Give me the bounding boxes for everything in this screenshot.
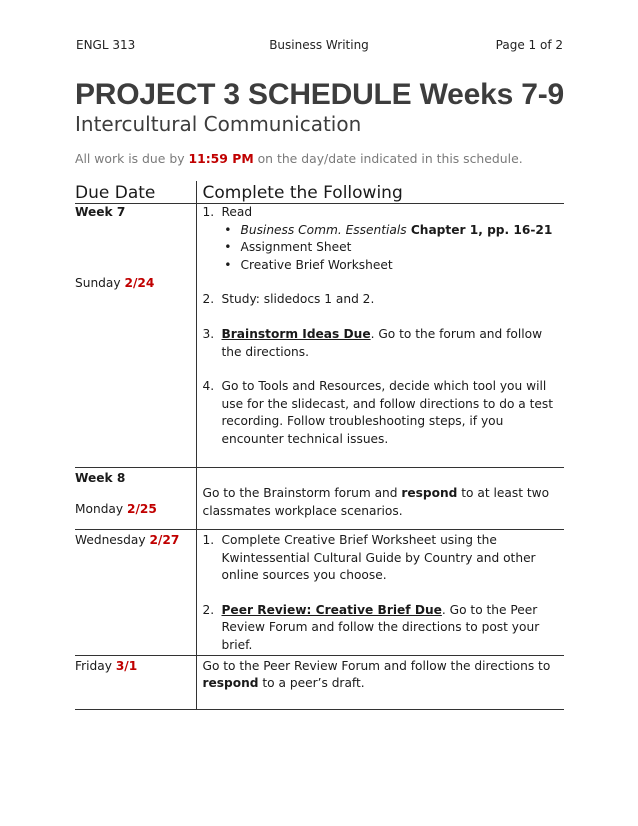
friday-day: Friday [75,658,116,673]
week7-item-1 [203,204,561,222]
due-note-before: All work is due by [75,151,189,166]
week8-post: to at least two classmates workplace scenarios. [202,486,550,518]
bullet-icon: • [224,240,232,255]
table-row-week8 [75,468,564,530]
header-course: ENGL 313 [76,38,136,52]
week7-bullet-1 [203,222,561,240]
wednesday-item-1 [203,530,561,585]
header-page-number: Page 1 of 2 [495,38,563,52]
bullet-icon: • [224,222,232,237]
week7-item-3-text: . Go to the forum and follow the directions. [221,326,543,359]
book-title: Business Comm. Essentials [240,222,407,237]
wednesday-item-2-text: . Go to the Peer Review Forum and follow the directions to post your brief. [221,602,540,652]
book-chapter: Chapter 1, pp. 16-21 [406,222,553,237]
friday-post: to a peer’s draft. [258,676,365,691]
table-row-week7 [75,204,564,468]
week8-date-cell [75,468,196,530]
schedule-table [75,181,564,710]
week7-item-4 [203,378,561,448]
week7-bullet-3-text: Creative Brief Worksheet [240,257,393,272]
friday-pre: Go to the Peer Review Forum and follow the directions to [202,658,551,673]
brainstorm-due-label: Brainstorm Ideas Due [221,326,371,341]
wednesday-date [75,530,196,550]
list-number: 1. [202,205,215,219]
week8-label: Week 8 [75,471,126,485]
week8-task-text [203,485,561,520]
wednesday-item-2 [203,602,561,655]
week7-date-cell [75,204,196,468]
week8-date-value: 2/25 [127,501,157,516]
week7-item-2 [203,291,561,309]
week7-bullet-2 [203,239,561,257]
list-number: 1. [202,533,215,547]
week7-item-2-text: Study: slidedocs 1 and 2. [221,292,375,307]
week7-label: Week 7 [75,205,126,219]
due-note [75,151,523,166]
friday-respond: respond [202,676,259,691]
wednesday-tasks-cell [196,530,564,656]
due-note-time: 11:59 PM [188,151,254,166]
page-title: PROJECT 3 SCHEDULE Weeks 7-9 [75,78,565,111]
friday-date-cell [75,655,196,709]
col-header-due-date: Due Date [75,181,196,204]
friday-tasks-cell [196,655,564,709]
page-subtitle: Intercultural Communication [75,112,362,136]
col-header-tasks: Complete the Following [196,181,564,204]
week8-day: Monday [75,501,127,516]
week7-bullet-2-text: Assignment Sheet [240,240,352,255]
list-number: 2. [202,292,215,307]
wednesday-date-cell [75,530,196,656]
wednesday-item-1-text: Complete Creative Brief Worksheet using the Kwintessential Cultural Guide by Country and other online sources you choose. [221,533,536,583]
peer-review-due-label: Peer Review: Creative Brief Due [221,602,442,617]
bullet-icon: • [224,257,232,272]
table-header-row [75,181,564,204]
week7-item-1-text: Read [221,205,253,219]
week7-date-value: 2/24 [124,275,155,290]
friday-date-value: 3/1 [115,658,138,673]
week7-day: Sunday [75,275,125,290]
list-number: 3. [202,326,215,341]
week8-pre: Go to the Brainstorm forum and [202,486,402,500]
week7-item-4-text: Go to Tools and Resources, decide which tool you will use for the slidecast, and follow directions to do a test recording. Follow troubleshooting steps, if you encounter technical issues. [221,379,554,446]
header-doc-name: Business Writing [269,38,369,52]
wednesday-day: Wednesday [75,533,150,547]
table-row-wednesday [75,530,564,656]
week7-bullet-3 [203,257,561,275]
table-row-friday [75,655,564,709]
due-note-after: on the day/date indicated in this schedule. [253,151,523,166]
week7-tasks-cell [196,204,564,468]
friday-date [75,656,196,676]
list-number: 4. [202,379,215,394]
week7-date [75,275,196,293]
week8-tasks-cell [196,468,564,530]
week7-item-3 [203,326,561,361]
friday-task-text [203,656,561,693]
week8-date [75,501,196,519]
list-number: 2. [202,602,215,617]
wednesday-date-value: 2/27 [149,533,180,547]
week8-respond: respond [401,486,458,500]
